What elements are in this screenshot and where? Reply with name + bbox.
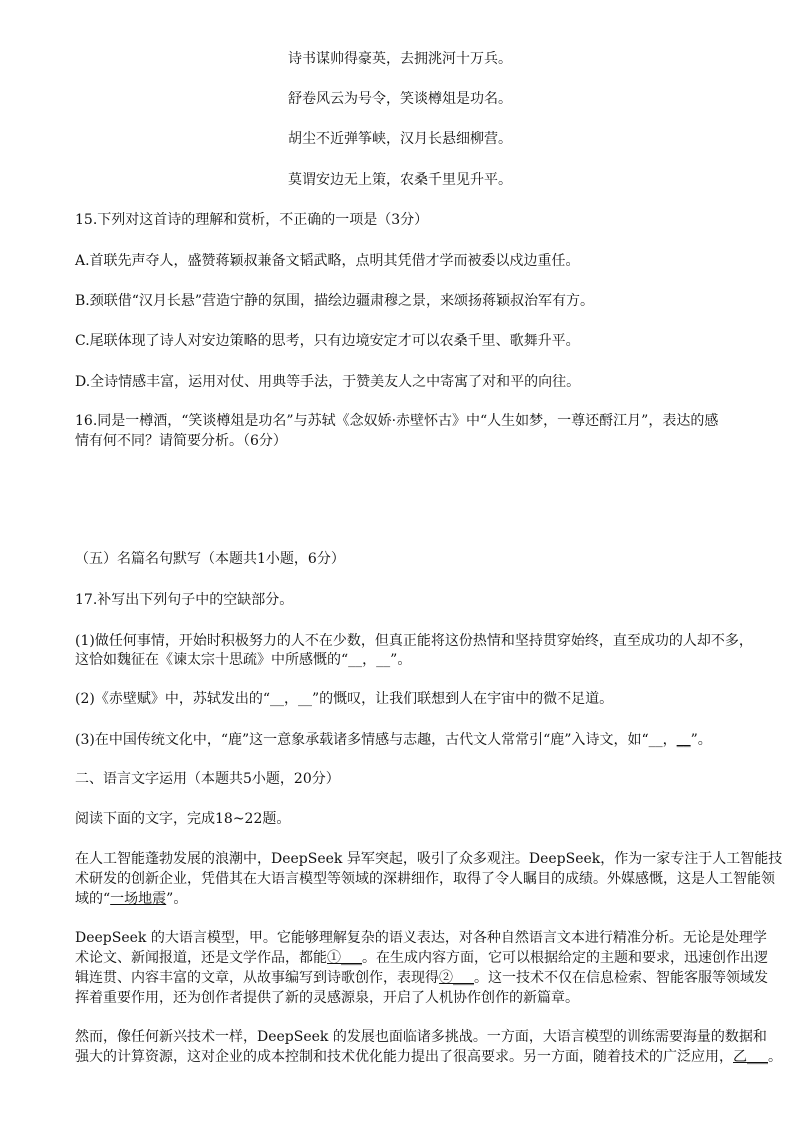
q15-option-b: B.颈联借“汉月长悬”营造宁静的氛围，描绘边疆肃穆之景，来颂扬蒋颖叔治军有方。 [75, 293, 595, 309]
passage-p2-line-1: DeepSeek 的大语言模型，甲。它能够理解复杂的语义表达，对各种自然语言文本进行精准分析。无论是处理学 [75, 930, 767, 946]
q17-item-1-line-1: (1)做任何事情，开始时积极努力的人不在少数，但真正能将这份热情和坚持贯穿始终，直至成功的人却不多， [75, 633, 753, 649]
q15-option-d: D.全诗情感丰富，运用对仗、用典等手法，于赞美友人之中寄寓了对和平的向往。 [75, 374, 581, 390]
poem-line-2: 舒卷风云为号令，笑谈樽俎是功名。 [288, 91, 512, 107]
part-2-heading: 二、语言文字运用（本题共5小题，20分） [75, 771, 340, 787]
q17-item-2: (2)《赤壁赋》中，苏轼发出的“__，__”的慨叹，让我们联想到人在宇宙中的微不足道。 [75, 691, 614, 707]
passage-p2-line-2 [75, 947, 768, 967]
passage-p1-line-1: 在人工智能蓬勃发展的浪潮中，DeepSeek 异军突起，吸引了众多观注。DeepSeek，作为一家专注于人工智能技 [75, 851, 783, 867]
q15-option-c: C.尾联体现了诗人对安边策略的思考，只有边境安定才可以农桑千里、歌舞升平。 [75, 333, 580, 349]
q17-item-3-blank: __ [676, 732, 691, 748]
q17-item-3-text: (3)在中国传统文化中，“鹿”这一意象承载诸多情感与志趣，古代文人常常引“鹿”入诗文，如“__， [75, 732, 677, 748]
p2-line-3-text-b: 。这一技术不仅在信息检索、智能客服等领域发 [474, 970, 768, 986]
q15-option-a: A.首联先声夺人，盛赞蒋颖叔兼备文韬武略，点明其凭借才学而被委以戍边重任。 [75, 253, 580, 269]
passage-p1-line-3 [75, 888, 187, 908]
q17-item-3-end: ”。 [690, 732, 712, 748]
q17-stem: 17.补写出下列句子中的空缺部分。 [75, 592, 294, 608]
passage-p3-line-1: 然而，像任何新兴技术一样，DeepSeek 的发展也面临诸多挑战。一方面，大语言模型的训练需要海量的数据和 [75, 1029, 767, 1045]
p3-line-2-end: 。 [768, 1049, 782, 1065]
q15-stem: 15.下列对这首诗的理解和赏析，不正确的一项是（3分） [75, 212, 429, 228]
part-2-instruction: 阅读下面的文字，完成18~22题。 [75, 811, 291, 827]
q17-item-3 [75, 729, 712, 749]
section-5-heading: （五）名篇名句默写（本题共1小题，6分） [75, 551, 345, 567]
poem-line-1: 诗书谋帅得豪英，去拥洮河十万兵。 [288, 51, 512, 67]
p2-line-2-text-a: 术论文、新闻报道，还是文学作品，都能 [75, 950, 327, 966]
q17-item-1-line-2: 这恰如魏征在《谏太宗十思疏》中所感慨的“__，__”。 [75, 652, 412, 668]
q16-line-1: 16.同是一樽酒，“笑谈樽俎是功名”与苏轼《念奴娇·赤壁怀古》中“人生如梦，一尊还酹江月”，表达的感 [75, 413, 719, 429]
passage-p1-line-2: 术研发的创新企业，凭借其在大语言模型等领域的深耕细作，取得了令人瞩目的成绩。外媒感慨，这是人工智能领 [75, 871, 775, 887]
passage-p3-line-2 [75, 1046, 782, 1066]
p2-line-3-text-a: 辑连贯、内容丰富的文章，从故事编写到诗歌创作，表现得 [75, 970, 439, 986]
p3-blank: 乙___ [733, 1049, 768, 1065]
p3-line-2-text-a: 强大的计算资源，这对企业的成本控制和技术优化能力提出了很高要求。另一方面，随着技术的广泛应用， [75, 1049, 733, 1065]
p2-line-2-text-b: 。在生成内容方面，它可以根据给定的主题和要求，迅速创作出逻 [362, 950, 768, 966]
poem-line-3: 胡尘不近弹筝峡，汉月长悬细柳营。 [288, 131, 512, 147]
p1-quote-close: ”。 [166, 891, 188, 907]
passage-p2-line-4: 挥着重要作用，还为创作者提供了新的灵感源泉，开启了人机协作创作的新篇章。 [75, 990, 579, 1006]
q16-line-2: 情有何不同？请简要分析。（6分） [75, 433, 287, 449]
poem-line-4: 莫谓安边无上策，农桑千里见升平。 [288, 172, 512, 188]
p1-quote-open: 域的“ [75, 891, 111, 907]
p1-underlined-phrase: 一场地震 [110, 891, 167, 907]
p2-blank-1: ①___ [327, 950, 362, 966]
p2-blank-2: ②___ [439, 970, 474, 986]
passage-p2-line-3 [75, 967, 768, 987]
